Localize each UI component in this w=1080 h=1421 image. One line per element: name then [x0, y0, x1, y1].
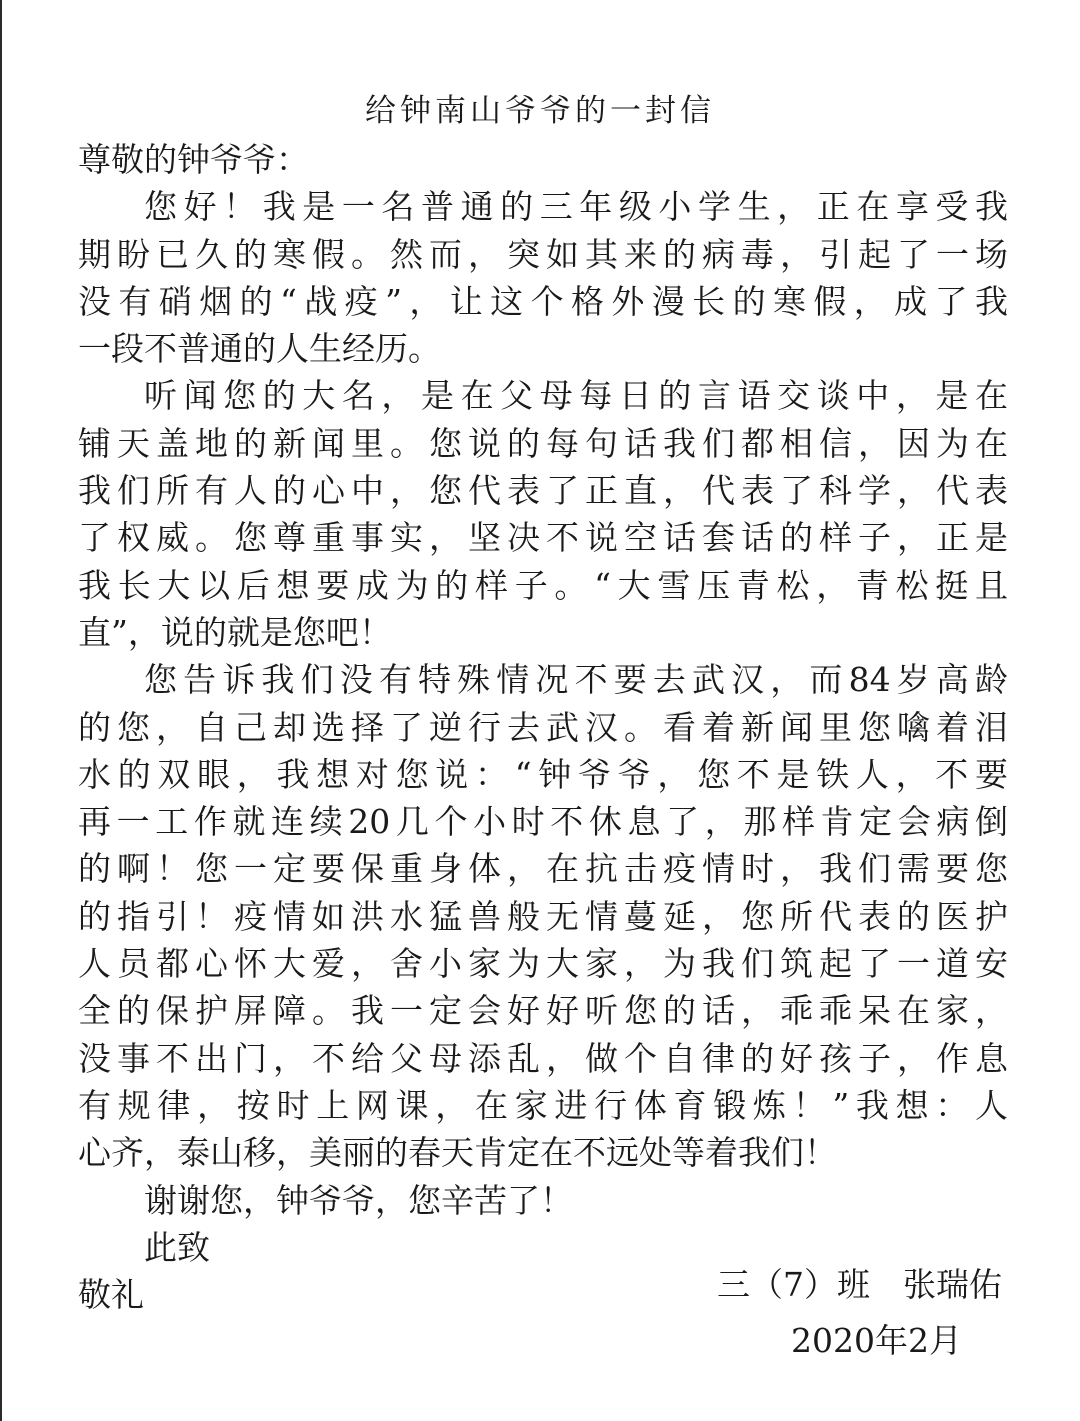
- signature-block: [717, 1257, 1002, 1369]
- closing-ci-zhi: 此致: [144, 1227, 210, 1267]
- closing-jing-li: 敬礼: [78, 1275, 144, 1315]
- paragraph-3-line: 水的双眼，我想对您说：“钟爷爷，您不是铁人，不要: [78, 754, 1008, 794]
- paragraph-3-line: 人员都心怀大爱，舍小家为大家，为我们筑起了一道安: [78, 944, 1008, 984]
- paragraph-2-line: 直”，说的就是您吧！: [78, 612, 392, 652]
- signature-class-name: 三（7）班 张瑞佑: [717, 1265, 1002, 1304]
- paragraph-3-line: 心齐，泰山移，美丽的春天肯定在不远处等着我们！: [78, 1133, 837, 1173]
- letter-title: 给钟南山爷爷的一封信: [365, 93, 715, 129]
- paragraph-1-line: 没有硝烟的“战疫”，让这个格外漫长的寒假，成了我: [78, 281, 1008, 321]
- paragraph-2-line: 听闻您的大名，是在父母每日的言语交谈中，是在: [144, 376, 1008, 416]
- paragraph-3-line: 有规律，按时上网课，在家进行体育锻炼！”我想：人: [78, 1085, 1008, 1125]
- paragraph-4-line: 谢谢您，钟爷爷，您辛苦了！: [144, 1180, 573, 1220]
- signature-date: 2020年2月: [791, 1321, 962, 1360]
- paragraph-3-line: 的您，自己却选择了逆行去武汉。看着新闻里您噙着泪: [78, 707, 1008, 747]
- page-left-border: [0, 0, 2, 1421]
- paragraph-1-line: 一段不普通的人生经历。: [78, 329, 441, 369]
- paragraph-3-line: 全的保护屏障。我一定会好好听您的话，乖乖呆在家，: [78, 991, 1008, 1031]
- paragraph-2-line: 铺天盖地的新闻里。您说的每句话我们都相信，因为在: [78, 423, 1008, 463]
- paragraph-3-line: 再一工作就连续20几个小时不休息了，那样肯定会病倒: [78, 802, 1008, 842]
- paragraph-2-line: 了权威。您尊重事实，坚决不说空话套话的样子，正是: [78, 518, 1008, 558]
- paragraph-2-line: 我们所有人的心中，您代表了正直，代表了科学，代表: [78, 471, 1008, 511]
- paragraph-3-line: 的啊！您一定要保重身体，在抗击疫情时，我们需要您: [78, 849, 1008, 889]
- paragraph-3-line: 的指引！疫情如洪水猛兽般无情蔓延，您所代表的医护: [78, 896, 1008, 936]
- letter-body: [78, 136, 1008, 1318]
- paragraph-1-line: 期盼已久的寒假。然而，突如其来的病毒，引起了一场: [78, 234, 1008, 274]
- paragraphs: [78, 183, 1008, 1224]
- paragraph-1-line: 您好！我是一名普通的三年级小学生，正在享受我: [144, 187, 1008, 227]
- paragraph-2-line: 我长大以后想要成为的样子。“大雪压青松，青松挺且: [78, 565, 1008, 605]
- paragraph-3-line: 您告诉我们没有特殊情况不要去武汉，而84岁高龄: [144, 660, 1008, 700]
- salutation: 尊敬的钟爷爷：: [78, 140, 309, 179]
- paragraph-3-line: 没事不出门，不给父母添乱，做个自律的好孩子，作息: [78, 1038, 1008, 1078]
